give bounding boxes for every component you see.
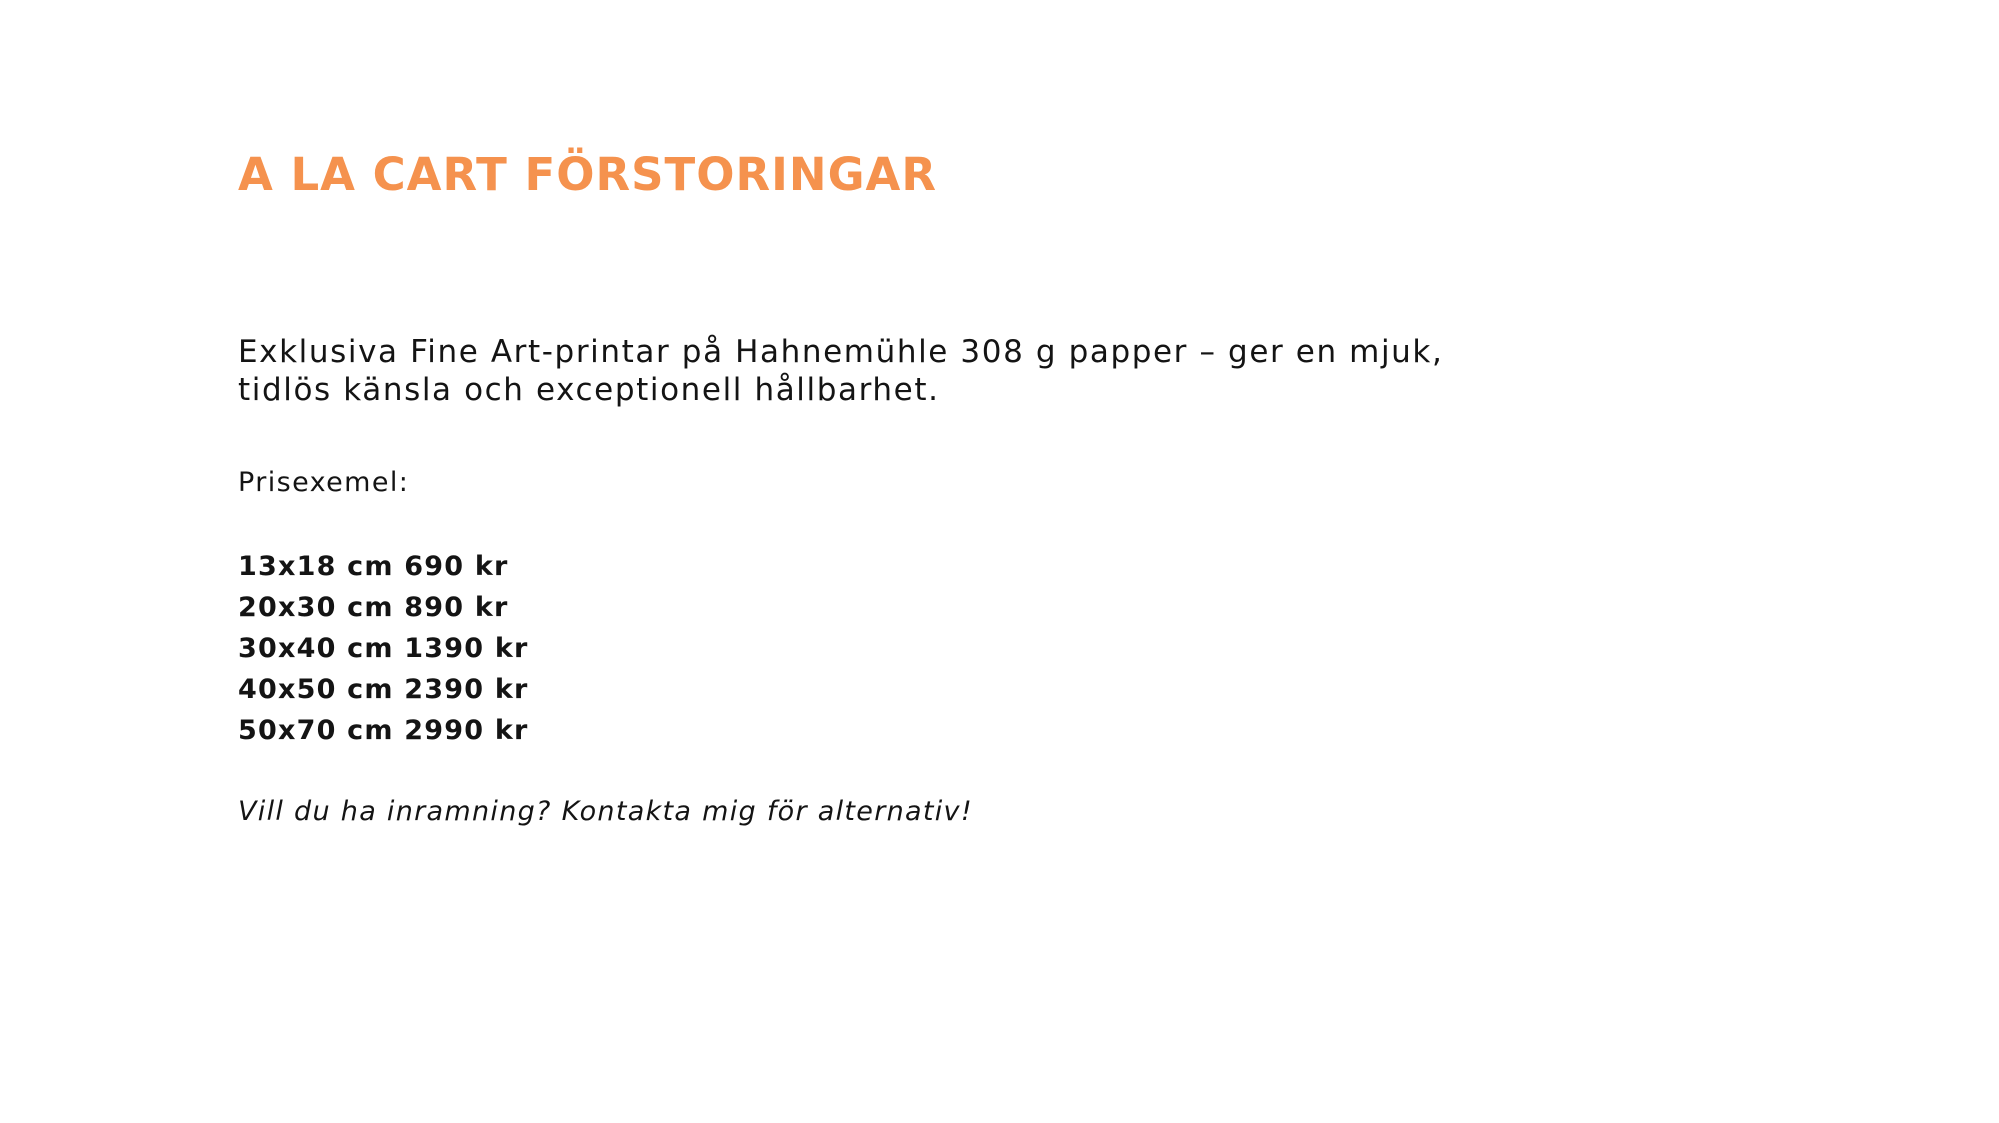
price-item: 20x30 cm 890 kr <box>238 592 509 623</box>
price-item: 13x18 cm 690 kr <box>238 551 509 582</box>
intro-paragraph <box>238 333 1538 409</box>
intro-line-2: tidlös känsla och exceptionell hållbarhet. <box>238 372 940 408</box>
price-item: 40x50 cm 2390 kr <box>238 674 529 705</box>
price-item: 50x70 cm 2990 kr <box>238 715 529 746</box>
price-item: 30x40 cm 1390 kr <box>238 633 529 664</box>
intro-line-1: Exklusiva Fine Art-printar på Hahnemühle 308 g papper – ger en mjuk, <box>238 334 1444 370</box>
price-heading: Prisexemel: <box>238 467 410 498</box>
price-list <box>238 546 529 751</box>
framing-note: Vill du ha inramning? Kontakta mig för alternativ! <box>238 796 973 827</box>
page-title: A LA CART FÖRSTORINGAR <box>238 148 937 201</box>
